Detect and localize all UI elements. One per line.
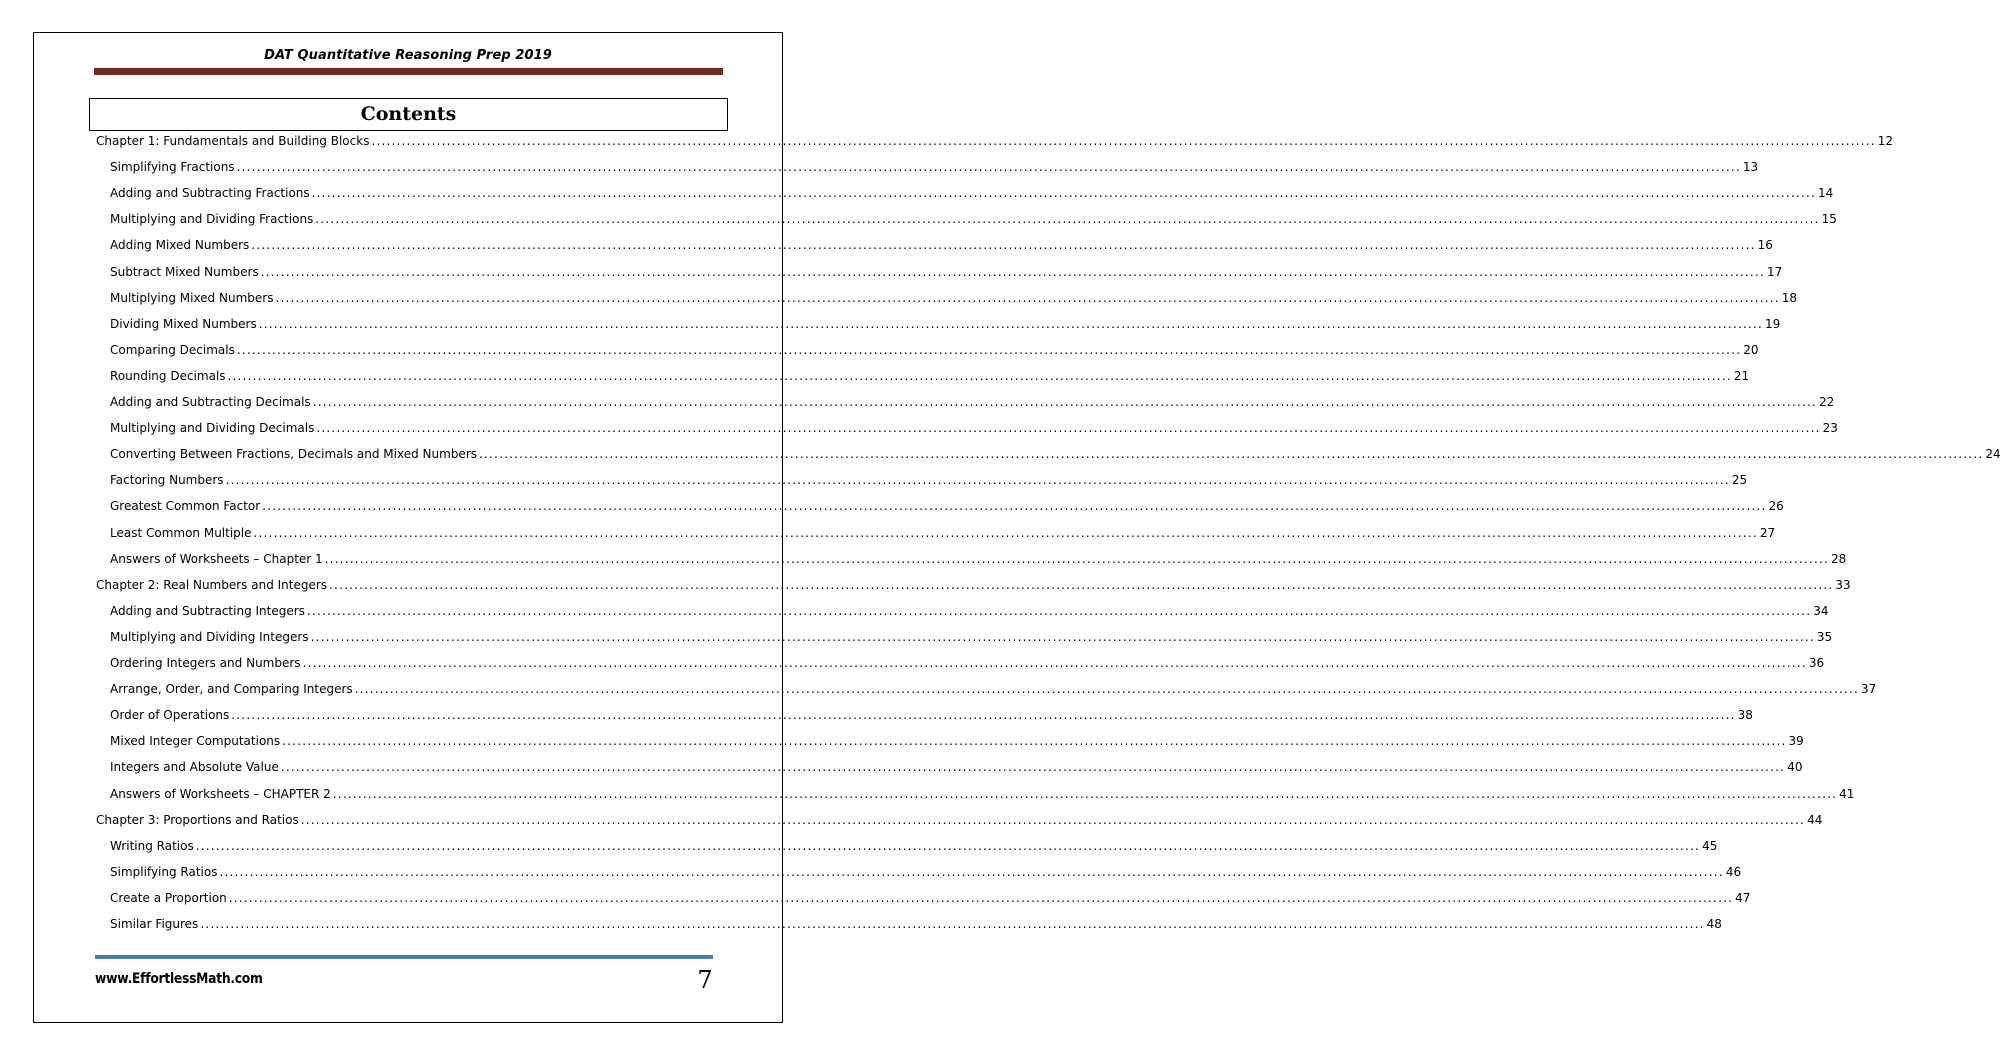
toc-dot-leader: ............................................................................................................................................................................................................................................................................................................ [225,473,1730,488]
toc-entry-page: 27 [1759,525,1776,540]
toc-section-entry[interactable] [110,159,1759,175]
toc-entry-page: 36 [1808,656,1825,670]
toc-entry-page: 19 [1765,316,1781,331]
toc-dot-leader: ............................................................................................................................................................................................................................................................................................................ [310,629,1815,644]
toc-entry-page: 37 [1861,682,1877,697]
toc-entry-title: Subtract Mixed Numbers [110,264,259,279]
toc-entry-title: Chapter 1: Fundamentals and Building Blocks [96,134,370,148]
toc-entry-page: 12 [1877,134,1894,148]
toc-entry-title: Rounding Decimals [110,368,226,383]
toc-dot-leader: ............................................................................................................................................................................................................................................................................................................ [195,838,1701,853]
toc-entry-title: Adding and Subtracting Decimals [110,395,311,409]
toc-dot-leader: ............................................................................................................................................................................................................................................................................................................ [260,264,1765,279]
toc-dot-leader: ............................................................................................................................................................................................................................................................................................................ [316,421,1821,436]
toc-dot-leader: ............................................................................................................................................................................................................................................................................................................ [354,682,1860,697]
toc-entry-page: 14 [1818,186,1834,201]
toc-entry-page: 15 [1821,212,1837,227]
toc-entry-title: Factoring Numbers [110,473,224,488]
toc-entry-page: 35 [1816,629,1833,644]
toc-entry-title: Greatest Common Factor [110,499,261,514]
toc-entry-page: 13 [1742,160,1759,175]
toc-entry-page: 17 [1766,264,1783,279]
toc-section-entry[interactable] [110,890,1751,906]
toc-section-entry[interactable] [110,916,1722,932]
toc-dot-leader: ............................................................................................................................................................................................................................................................................................................ [280,760,1786,775]
toc-entry-title: Answers of Worksheets – Chapter 1 [110,551,323,566]
toc-entry-page: 18 [1781,290,1798,305]
toc-section-entry[interactable] [110,629,1833,645]
toc-chapter-entry[interactable] [96,133,1894,149]
toc-chapter-entry[interactable] [96,577,1851,593]
toc-entry-title: Simplifying Ratios [110,864,218,879]
toc-section-entry[interactable] [110,472,1748,488]
toc-entry-title: Multiplying and Dividing Decimals [110,421,315,436]
toc-dot-leader: ............................................................................................................................................................................................................................................................................................................ [231,708,1736,723]
toc-entry-page: 23 [1822,421,1838,436]
toc-entry-title: Mixed Integer Computations [110,734,281,749]
footer-website: www.EffortlessMath.com [95,971,263,987]
toc-dot-leader: ............................................................................................................................................................................................................................................................................................................ [227,368,1732,383]
toc-section-entry[interactable] [110,185,1834,201]
toc-section-entry[interactable] [110,603,1829,619]
toc-section-entry[interactable] [110,394,1835,410]
toc-section-entry[interactable] [110,733,1804,749]
toc-dot-leader: ............................................................................................................................................................................................................................................................................................................ [332,786,1838,801]
toc-dot-leader: ............................................................................................................................................................................................................................................................................................................ [228,890,1734,905]
toc-dot-leader: ............................................................................................................................................................................................................................................................................................................ [312,395,1818,409]
toc-entry-page: 47 [1735,890,1751,905]
toc-dot-leader: ............................................................................................................................................................................................................................................................................................................ [200,917,1705,931]
toc-dot-leader: ............................................................................................................................................................................................................................................................................................................ [306,603,1812,618]
toc-entry-title: Arrange, Order, and Comparing Integers [110,682,353,697]
toc-entry-title: Converting Between Fractions, Decimals and Mixed Numbers [110,447,478,462]
toc-dot-leader: ............................................................................................................................................................................................................................................................................................................ [329,577,1834,592]
toc-dot-leader: ............................................................................................................................................................................................................................................................................................................ [236,342,1742,357]
toc-section-entry[interactable] [110,864,1742,880]
toc-entry-page: 21 [1733,368,1750,383]
toc-dot-leader: ............................................................................................................................................................................................................................................................................................................ [219,864,1724,879]
toc-section-entry[interactable] [110,759,1803,775]
toc-entry-page: 46 [1725,864,1742,879]
toc-entry-page: 38 [1737,708,1753,723]
toc-section-entry[interactable] [110,551,1847,567]
toc-entry-title: Chapter 2: Real Numbers and Integers [96,577,328,592]
toc-entry-title: Multiplying Mixed Numbers [110,290,274,305]
toc-section-entry[interactable] [110,316,1781,332]
toc-entry-page: 24 [1985,447,2001,462]
toc-dot-leader: ............................................................................................................................................................................................................................................................................................................ [302,656,1807,670]
footer-divider [95,955,713,959]
toc-entry-page: 20 [1743,342,1759,357]
toc-dot-leader: ............................................................................................................................................................................................................................................................................................................ [262,499,1767,514]
toc-entry-title: Order of Operations [110,708,230,723]
toc-section-entry[interactable] [110,498,1784,514]
toc-section-entry[interactable] [110,368,1750,384]
toc-dot-leader: ............................................................................................................................................................................................................................................................................................................ [251,238,1756,253]
toc-entry-page: 33 [1835,577,1851,592]
toc-entry-title: Simplifying Fractions [110,160,235,175]
toc-dot-leader: ............................................................................................................................................................................................................................................................................................................ [258,316,1764,331]
toc-entry-title: Adding and Subtracting Fractions [110,186,310,201]
toc-section-entry[interactable] [110,786,1855,802]
toc-dot-leader: ............................................................................................................................................................................................................................................................................................................ [300,812,1806,827]
running-header: DAT Quantitative Reasoning Prep 2019 [264,48,552,63]
toc-entry-page: 44 [1807,812,1823,827]
toc-entry-title: Adding Mixed Numbers [110,238,250,253]
toc-chapter-entry[interactable] [96,812,1823,828]
toc-entry-title: Similar Figures [110,917,199,931]
toc-dot-leader: ............................................................................................................................................................................................................................................................................................................ [282,734,1787,749]
toc-entry-title: Create a Proportion [110,890,227,905]
page-number: 7 [697,966,713,994]
toc-entry-page: 45 [1702,838,1718,853]
toc-section-entry[interactable] [110,420,1838,436]
toc-entry-title: Chapter 3: Proportions and Ratios [96,812,299,827]
toc-entry-title: Comparing Decimals [110,342,235,357]
toc-section-entry[interactable] [110,525,1776,541]
toc-entry-title: Multiplying and Dividing Integers [110,629,309,644]
toc-dot-leader: ............................................................................................................................................................................................................................................................................................................ [315,212,1820,227]
toc-entry-page: 22 [1819,395,1835,409]
toc-entry-page: 25 [1731,473,1748,488]
toc-entry-title: Least Common Multiple [110,525,252,540]
toc-dot-leader: ............................................................................................................................................................................................................................................................................................................ [311,186,1816,201]
toc-section-entry[interactable] [110,290,1798,306]
toc-entry-title: Dividing Mixed Numbers [110,316,257,331]
toc-section-entry[interactable] [110,655,1825,671]
contents-heading: Contents [89,98,728,131]
toc-entry-title: Adding and Subtracting Integers [110,603,305,618]
toc-section-entry[interactable] [110,446,2001,462]
toc-entry-page: 16 [1757,238,1773,253]
toc-dot-leader: ............................................................................................................................................................................................................................................................................................................ [236,160,1741,175]
toc-entry-page: 48 [1706,917,1722,931]
toc-dot-leader: ............................................................................................................................................................................................................................................................................................................ [253,525,1758,540]
toc-entry-page: 28 [1831,551,1847,566]
toc-section-entry[interactable] [110,237,1773,253]
toc-entry-page: 41 [1839,786,1855,801]
toc-entry-title: Writing Ratios [110,838,194,853]
toc-entry-page: 39 [1788,734,1804,749]
toc-section-entry[interactable] [110,838,1718,854]
toc-entry-title: Ordering Integers and Numbers [110,656,301,670]
toc-section-entry[interactable] [110,681,1877,697]
toc-dot-leader: ............................................................................................................................................................................................................................................................................................................ [324,551,1830,566]
toc-section-entry[interactable] [110,264,1783,280]
toc-entry-page: 34 [1813,603,1829,618]
toc-section-entry[interactable] [110,707,1753,723]
toc-section-entry[interactable] [110,342,1759,358]
toc-entry-page: 40 [1787,760,1803,775]
toc-entry-title: Multiplying and Dividing Fractions [110,212,314,227]
toc-entry-title: Integers and Absolute Value [110,760,279,775]
toc-entry-page: 26 [1768,499,1784,514]
toc-entry-title: Answers of Worksheets – CHAPTER 2 [110,786,331,801]
toc-dot-leader: ............................................................................................................................................................................................................................................................................................................ [371,134,1876,148]
toc-section-entry[interactable] [110,211,1837,227]
toc-dot-leader: ............................................................................................................................................................................................................................................................................................................ [479,447,1984,462]
toc-dot-leader: ............................................................................................................................................................................................................................................................................................................ [275,290,1780,305]
